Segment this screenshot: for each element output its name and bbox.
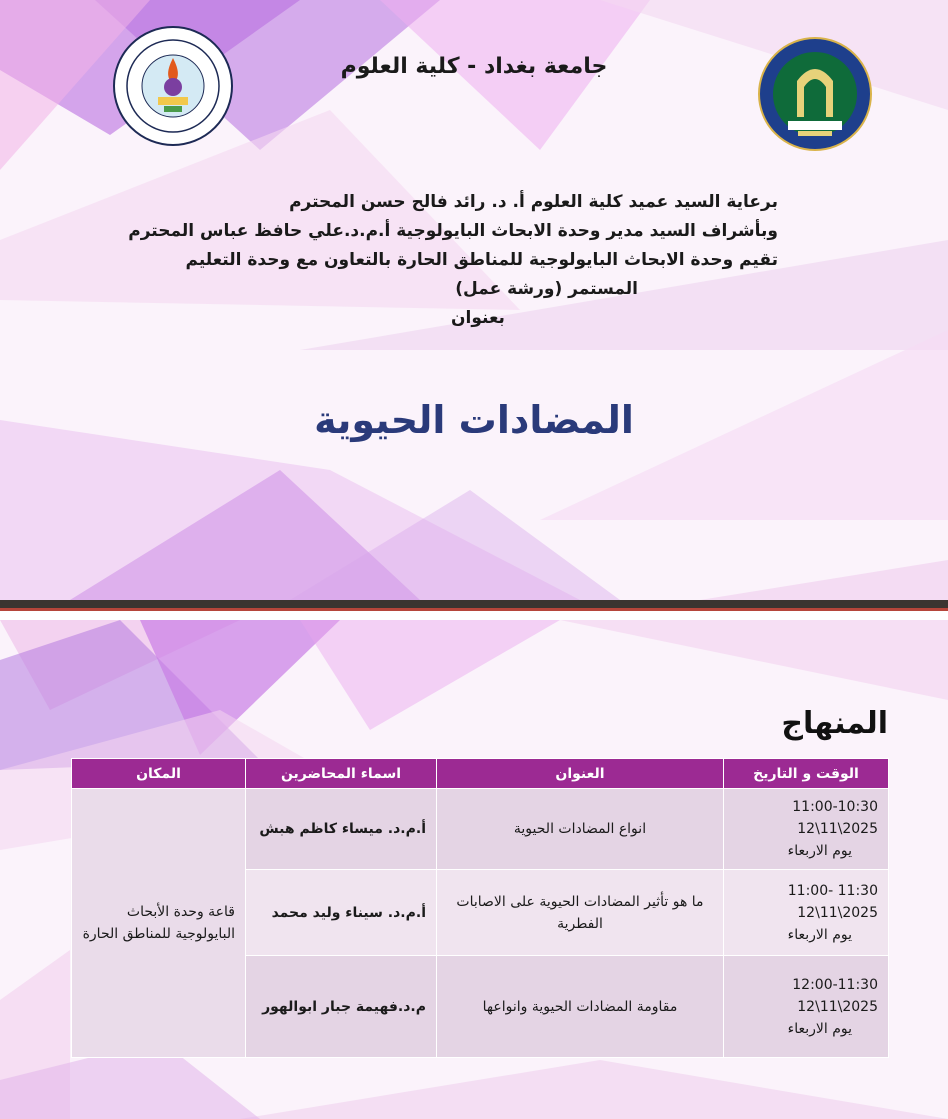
session-topic: انواع المضادات الحيوية: [437, 789, 724, 870]
session-time-cell: [724, 789, 889, 870]
intro-line-patronage: برعاية السيد عميد كلية العلوم أ. د. رائد فالح حسن المحترم: [289, 192, 778, 212]
schedule-heading: المنهاج: [781, 706, 888, 741]
col-header-time: الوقت و التاريخ: [724, 759, 889, 789]
session-date: 2025\11\12: [797, 998, 878, 1015]
intro-line-supervision: وبأشراف السيد مدير وحدة الابحاث البايولوجية أ.م.د.علي حافظ عباس المحترم: [128, 221, 778, 241]
session-lecturer: م.د.فهيمة جبار ابوالهور: [246, 956, 437, 1058]
slide-divider: [0, 600, 948, 608]
slide-gap: [0, 611, 948, 620]
table-header-row: [72, 759, 889, 789]
header-title: جامعة بغداد - كلية العلوم: [340, 54, 608, 79]
university-of-baghdad-logo: [758, 35, 872, 153]
intro-line-event-type: المستمر (ورشة عمل): [455, 279, 638, 299]
session-time: 11:00-10:30: [792, 799, 878, 815]
session-date: 2025\11\12: [797, 821, 878, 837]
session-time-cell: [724, 870, 889, 956]
col-header-topic: العنوان: [437, 759, 724, 789]
table-row: [72, 789, 889, 870]
session-lecturer: أ.م.د. ميساء كاظم هبش: [246, 789, 437, 870]
session-date: 2025\11\12: [797, 904, 878, 921]
session-day: يوم الاربعاء: [787, 843, 852, 859]
schedule-slide: [0, 620, 948, 1119]
intro-line-titled: بعنوان: [451, 308, 505, 328]
venue-cell: قاعة وحدة الأبحاث البايولوجية للمناطق الحارة: [72, 789, 246, 1058]
intro-paragraph: [98, 188, 778, 333]
session-topic: مقاومة المضادات الحيوية وانواعها: [437, 956, 724, 1058]
session-time-cell: [724, 956, 889, 1058]
session-topic: ما هو تأثير المضادات الحيوية على الاصابات الفطرية: [437, 870, 724, 956]
col-header-venue: المكان: [72, 759, 246, 789]
session-time: 12:00-11:30: [792, 976, 878, 993]
col-header-lecturers: اسماء المحاضرين: [246, 759, 437, 789]
intro-line-organizer: تقيم وحدة الابحاث البايولوجية للمناطق الحارة بالتعاون مع وحدة التعليم: [185, 250, 778, 270]
session-lecturer: أ.م.د. سيناء وليد محمد: [246, 870, 437, 956]
college-of-science-logo: [112, 25, 234, 147]
schedule-table: [71, 758, 889, 1058]
workshop-title: المضادات الحيوية: [314, 398, 634, 442]
session-day: يوم الاربعاء: [787, 926, 852, 943]
session-day: يوم الاربعاء: [787, 1020, 852, 1037]
session-time: 11:30 -11:00: [787, 882, 878, 899]
